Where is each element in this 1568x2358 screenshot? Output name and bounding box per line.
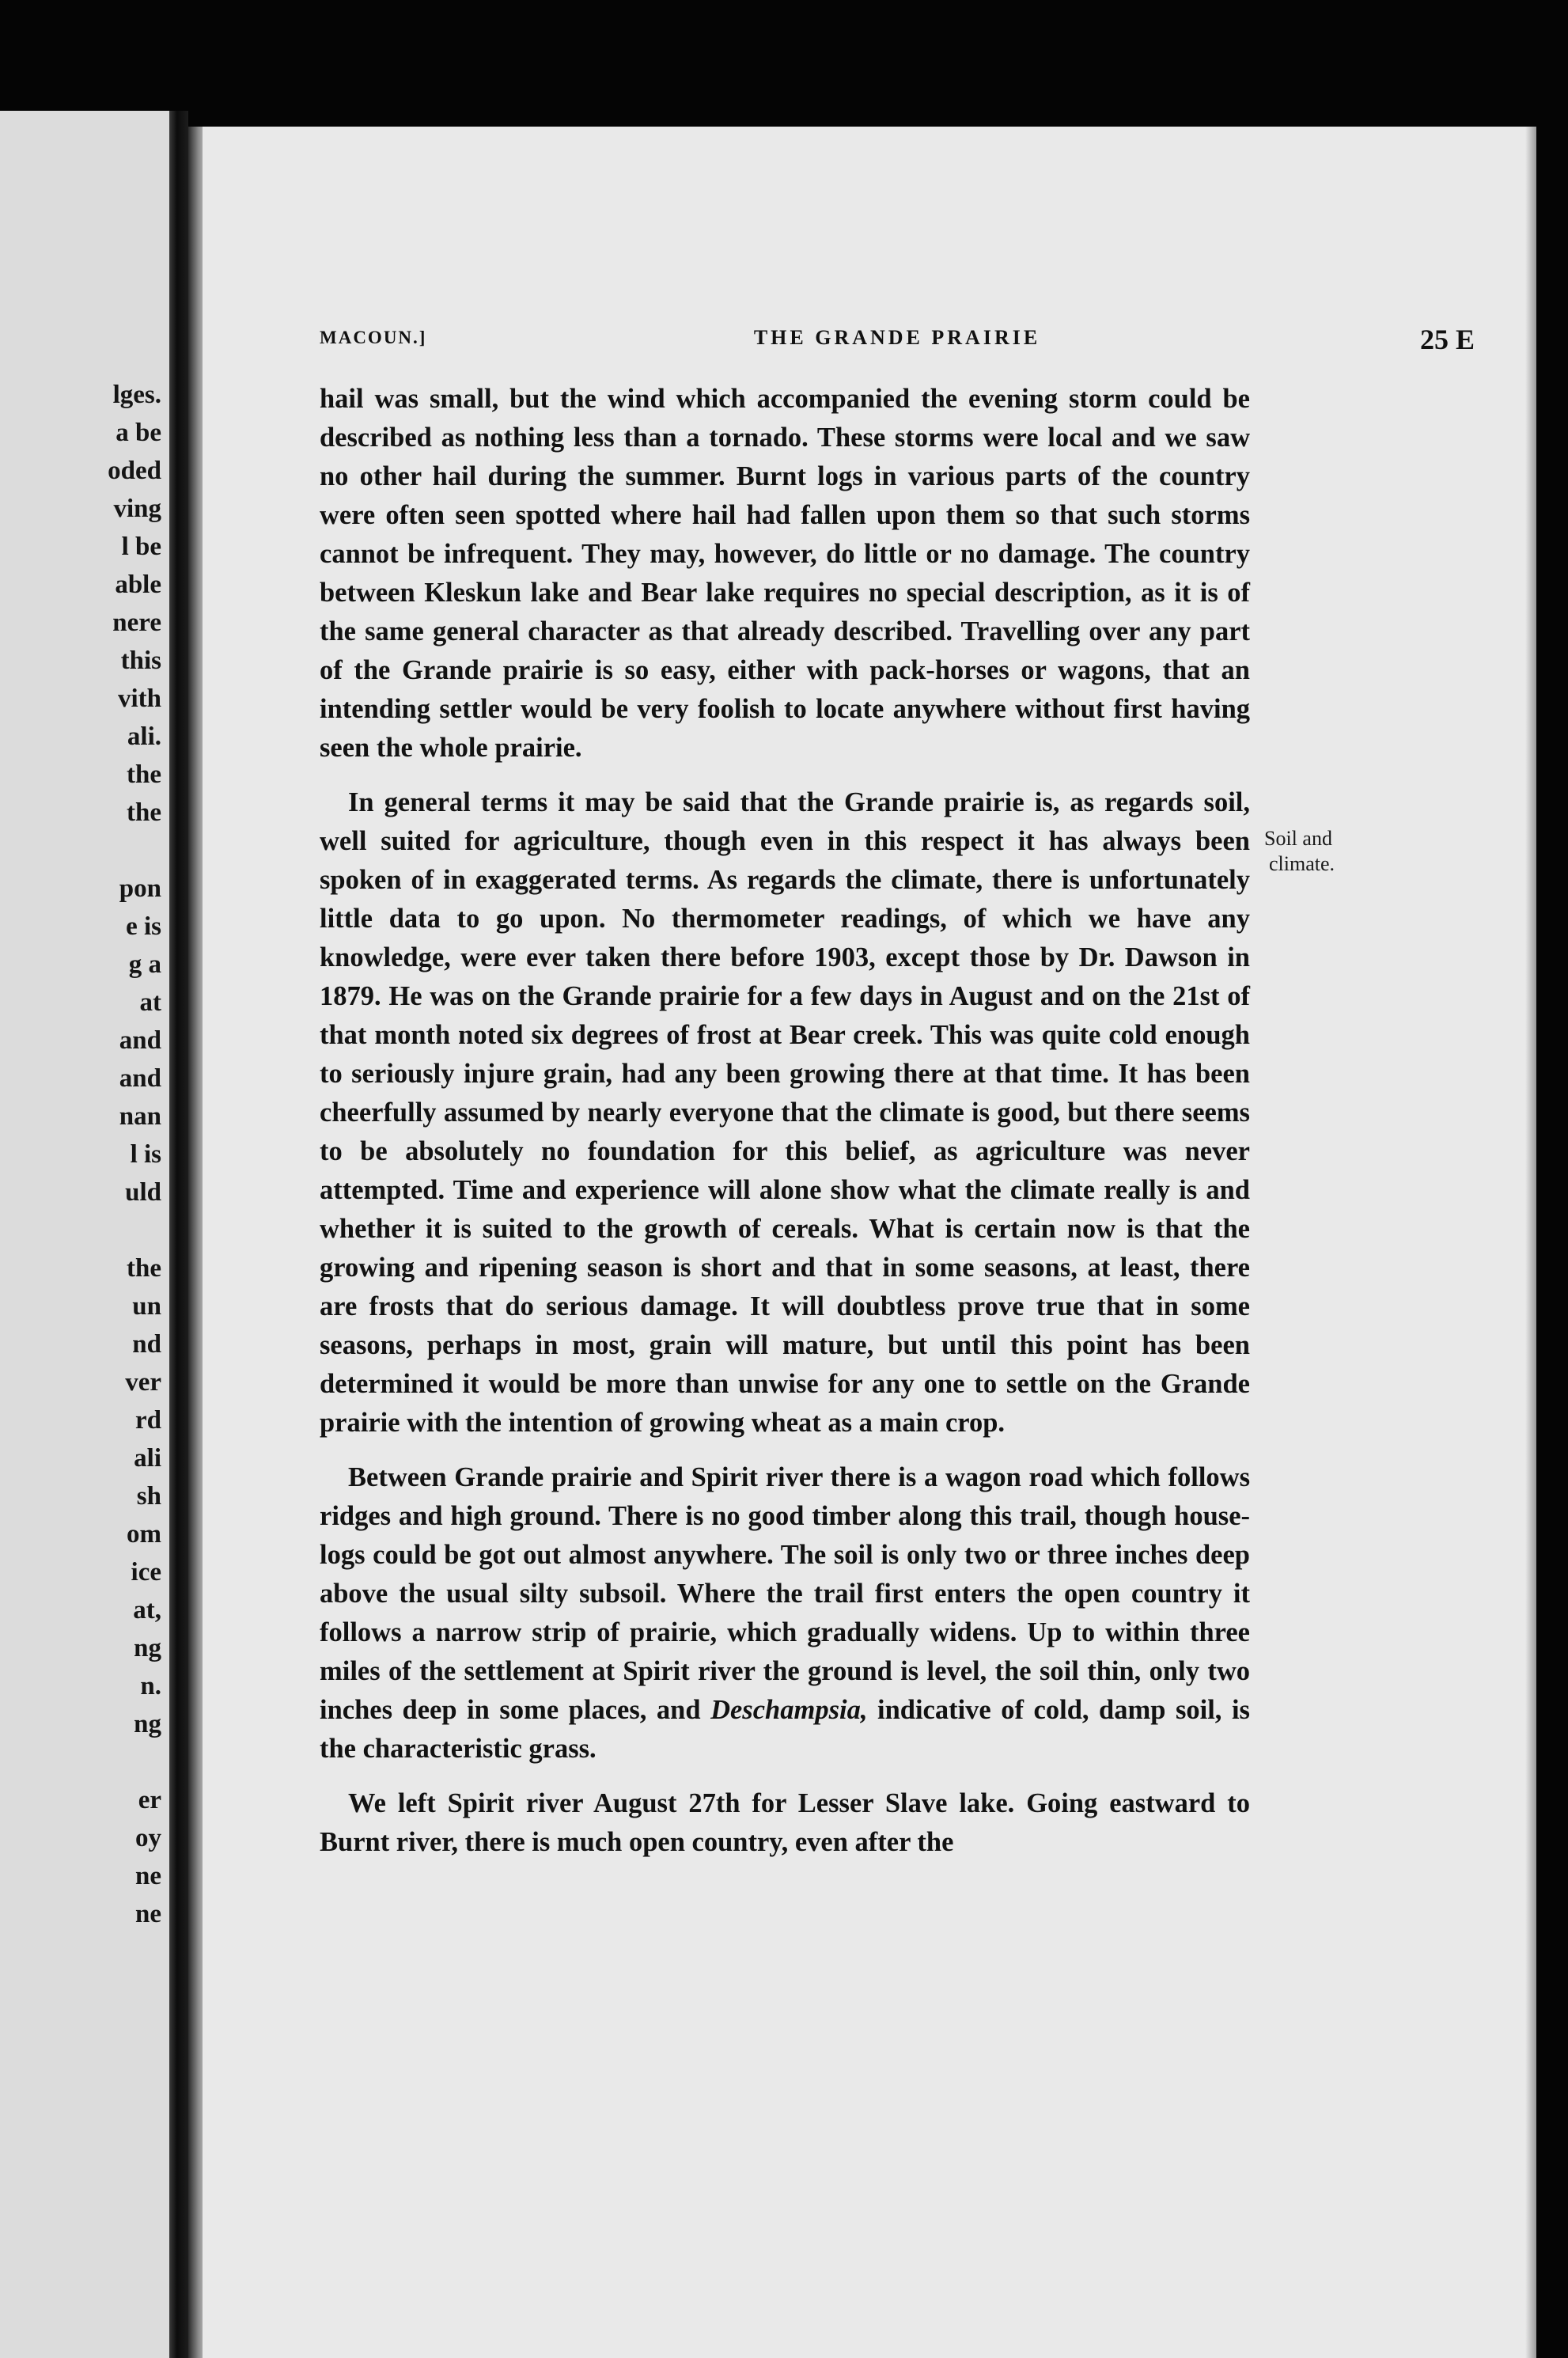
facing-page-line: able	[115, 571, 161, 599]
facing-page-line: l is	[130, 1140, 161, 1169]
facing-page-line: ali.	[127, 722, 161, 751]
facing-page-line: a be	[116, 419, 161, 447]
paragraph-soil-climate: In general terms it may be said that the Grande prairie is, as regards soil, well suited for agriculture, though even in this respect it has always been spoken of in exaggerated terms. As regards the climate, there is unfortunately little data to go upon. No thermometer readings, of which we have any knowledge, were ever taken there before 1903, except those by Dr. Dawson in 1879. He was on the Grande prairie for a few days in August and on the 21st of that month noted six degrees of frost at Bear creek. This was quite cold enough to seriously injure grain, had any been growing there at that time. It has been cheerfully assumed by nearly everyone that the climate is good, but there seems to be absolutely no foundation for this belief, as agriculture was never attempted. Time and experience will alone show what the climate really is and whether it is suited to the growth of cereals. What is certain now is that the growing and ripening season is short and that in some seasons, at least, there are frosts that do serious damage. It will doubtless prove true that in some seasons, perhaps in most, grain will mature, but until this point has been determined it would be more than unwise for any one to settle on the Grande prairie with the intention of growing wheat as a main crop.	[320, 787, 1250, 1438]
facing-page-line: ver	[125, 1368, 161, 1397]
facing-page-line: ice	[131, 1558, 161, 1587]
facing-page-text	[108, 376, 161, 1933]
facing-page-line: ali	[134, 1444, 161, 1473]
body-text	[320, 380, 1250, 1878]
facing-page-line	[108, 832, 161, 870]
facing-page-line: ving	[113, 495, 161, 523]
facing-page-line: and	[119, 1064, 161, 1093]
facing-page-line: un	[132, 1292, 161, 1321]
facing-page-line: the	[127, 798, 161, 827]
facing-page-line: pon	[119, 874, 161, 903]
facing-page-line: ng	[134, 1634, 161, 1662]
facing-page-line: the	[127, 1254, 161, 1283]
facing-page-line: oy	[135, 1824, 161, 1852]
facing-page-line: lges.	[112, 381, 161, 409]
facing-page-line	[108, 1743, 161, 1781]
facing-page-line: ne	[135, 1900, 161, 1928]
facing-page-line: g a	[128, 950, 161, 979]
facing-page-line: ne	[135, 1862, 161, 1890]
species-name: Deschampsia,	[710, 1695, 868, 1725]
page-number: 25 E	[1419, 324, 1475, 355]
facing-page-line: at,	[133, 1596, 161, 1624]
running-head	[320, 323, 1475, 362]
facing-page-line: e is	[126, 912, 161, 941]
paragraph-lesser-slave: We left Spirit river August 27th for Lesser Slave lake. Going eastward to Burnt river, there is much open country, even after the	[320, 1788, 1250, 1857]
book-gutter	[169, 111, 188, 2358]
margin-note	[1264, 826, 1367, 877]
facing-page-line: oded	[108, 457, 161, 485]
paragraph-spirit-river	[320, 1458, 1250, 1768]
facing-page-line: nan	[119, 1102, 161, 1131]
facing-page-line: and	[119, 1026, 161, 1055]
paragraph-hail: hail was small, but the wind which accompanied the evening storm could be described as nothing less than a tornado. These storms were local and we saw no other hail during the summer. Burnt logs in various parts of the country were often seen spotted where hail had fallen upon them so that such storms cannot be infrequent. They may, however, do little or no damage. The country between Kleskun lake and Bear lake requires no special description, as it is of the same general character as that already described. Travelling over any part of the Grande prairie is so easy, either with pack-horses or wagons, that an intending settler would be very foolish to locate anywhere without first having seen the whole prairie.	[320, 384, 1250, 763]
facing-page-line: er	[138, 1786, 161, 1814]
facing-page-line: at	[139, 988, 161, 1017]
facing-page-line: ng	[134, 1710, 161, 1738]
page-edge-shadow	[1525, 127, 1536, 2358]
author-name: MACOUN.]	[320, 328, 427, 347]
facing-page-line: om	[127, 1520, 161, 1549]
facing-page	[0, 111, 169, 2358]
facing-page-line: this	[120, 646, 161, 675]
margin-note-line-1: Soil and	[1264, 827, 1332, 850]
facing-page-line: rd	[135, 1406, 161, 1435]
paragraph-spirit-river-text: Between Grande prairie and Spirit river there is a wagon road which follows ridges and high ground. There is no good timber along this trail, though house-logs could be got out almost anywhere. The soil is only two or three inches deep above the usual silty subsoil. Where the trail first enters the open country it follows a narrow strip of prairie, which gradually widens. Up to within three miles of the settlement at Spirit river the ground is level, the soil thin, only two inches deep in some places, and	[320, 1462, 1250, 1725]
margin-note-line-2: climate.	[1269, 852, 1335, 875]
facing-page-line: vith	[117, 684, 161, 713]
paragraph-spirit-river-tail: indicative of cold, damp soil, is the characteristic grass.	[320, 1695, 1250, 1764]
facing-page-line: the	[127, 760, 161, 789]
facing-page-line	[108, 1211, 161, 1249]
facing-page-line: uld	[125, 1178, 161, 1207]
facing-page-line: nd	[132, 1330, 161, 1359]
book-page	[203, 127, 1536, 2358]
facing-page-line: n.	[140, 1672, 161, 1700]
facing-page-line: nere	[112, 608, 161, 637]
page-title: THE GRANDE PRAIRIE	[753, 326, 1041, 349]
facing-page-line: sh	[136, 1482, 161, 1511]
facing-page-line: l be	[121, 533, 161, 561]
